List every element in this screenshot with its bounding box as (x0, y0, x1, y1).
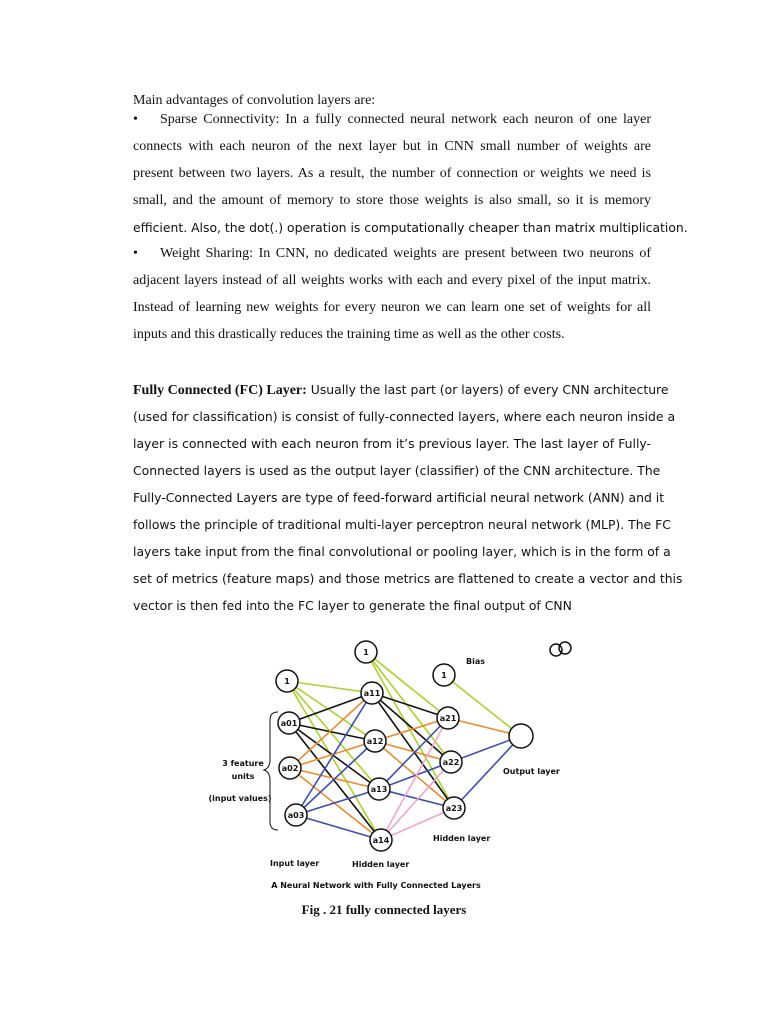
edge-a11-a21 (372, 693, 448, 718)
hidden2-bias-label: 1 (441, 671, 447, 680)
input-node-a01 (278, 712, 300, 734)
fc-line-5: Fully-Connected Layers are type of feed-forward artificial neural network (ANN) and it (133, 490, 665, 505)
fc-line-1-text: Usually the last part (or layers) of every CNN architecture (310, 382, 669, 397)
fc-line-2: (used for classification) is consist of fully-connected layers, where each neuron inside a (133, 409, 676, 424)
output-layer-label: Output layer (503, 767, 560, 776)
bullet-weight-line-2: adjacent layers instead of all weights works with each and every pixel of the input matrix. (133, 273, 651, 288)
bullet-marker: • (133, 246, 138, 261)
fc-line-9: vector is then fed into the FC layer to generate the final output of CNN (133, 598, 572, 613)
bullet-weight-line-4: inputs and this drastically reduces the training time as well as the other costs. (133, 327, 565, 342)
hidden1-node-a12 (364, 730, 386, 752)
node-a23-label: a23 (445, 804, 463, 813)
bullet-sparse-line-2: connects with each neuron of the next layer but in CNN small number of weights are (133, 139, 651, 154)
bullet-sparse-line-3: present between two layers. As a result, the number of connection or weights we need is (133, 166, 651, 181)
bullet-sparse-line-5: efficient. Also, the dot(.) operation is computationally cheaper than matrix multiplication. (133, 220, 688, 235)
hidden-layer-label-bottom: Hidden layer (352, 860, 410, 869)
input-brace (264, 712, 278, 830)
fc-heading: Fully Connected (FC) Layer: (133, 383, 307, 398)
fc-line-8: set of metrics (feature maps) and those metrics are flattened to create a vector and this (133, 571, 683, 586)
edge-b0-a11 (287, 681, 372, 693)
hidden2-node-a23 (443, 797, 465, 819)
fc-line-3: layer is connected with each neuron from it’s previous layer. The last layer of Fully- (133, 436, 651, 451)
fc-line-7: layers take input from the final convolutional or pooling layer, which is in the form of a (133, 544, 671, 559)
node-a03-label: a03 (287, 811, 305, 820)
bullet-weight-line-3: Instead of learning new weights for every neuron we can learn one set of weights for all (133, 300, 651, 315)
feature-units-label-2: units (231, 772, 255, 781)
hidden1-bias-node (355, 641, 377, 663)
node-a11-label: a11 (363, 689, 381, 698)
bullet-sparse-line-4: small, and the amount of memory to store those weights is also small, so it is memory (133, 193, 651, 208)
input-node-a02 (279, 757, 301, 779)
edge-a14-a22 (381, 762, 451, 840)
feature-units-label-1: 3 feature (222, 759, 264, 768)
output-node (509, 724, 533, 748)
node-a14-label: a14 (372, 836, 390, 845)
node-a22-label: a22 (442, 758, 460, 767)
bullet-weight-text: Weight Sharing: In CNN, no dedicated weights are present between two neurons of (160, 246, 651, 261)
doodle-icon (550, 642, 571, 656)
bullet-marker: • (133, 112, 138, 127)
hidden1-node-a11 (361, 682, 383, 704)
input-node-a03 (285, 804, 307, 826)
bias-label: Bias (466, 657, 485, 666)
fc-line-4: Connected layers is used as the output layer (classifier) of the CNN architecture. The (133, 463, 661, 478)
input-bias-node (276, 670, 298, 692)
fc-line-6: follows the principle of traditional multi-layer perceptron neural network (MLP). The FC (133, 517, 671, 532)
node-a01-label: a01 (280, 719, 298, 728)
edge-a02-a12 (290, 741, 375, 768)
input-bias-label: 1 (284, 677, 290, 686)
hidden1-node-a14 (370, 829, 392, 851)
node-a13-label: a13 (370, 785, 388, 794)
input-layer-label: Input layer (270, 859, 320, 868)
figure-caption: Fig . 21 fully connected layers (301, 902, 467, 917)
hidden2-bias-node (433, 664, 455, 686)
hidden1-bias-label: 1 (363, 648, 369, 657)
node-a21-label: a21 (439, 714, 457, 723)
hidden2-node-a21 (437, 707, 459, 729)
node-a02-label: a02 (281, 764, 299, 773)
hidden-layer-label-right: Hidden layer (433, 834, 491, 843)
hidden2-node-a22 (440, 751, 462, 773)
network-edges (287, 652, 521, 840)
bullet-sparse-text: Sparse Connectivity: In a fully connected neural network each neuron of one layer (160, 112, 651, 127)
edge-a03-a13 (296, 789, 379, 815)
intro-text: Main advantages of convolution layers are: (133, 93, 376, 108)
node-a12-label: a12 (366, 737, 384, 746)
input-values-label: (input values) (208, 794, 272, 803)
hidden1-node-a13 (368, 778, 390, 800)
figure-subtitle: A Neural Network with Fully Connected Layers (271, 881, 481, 890)
